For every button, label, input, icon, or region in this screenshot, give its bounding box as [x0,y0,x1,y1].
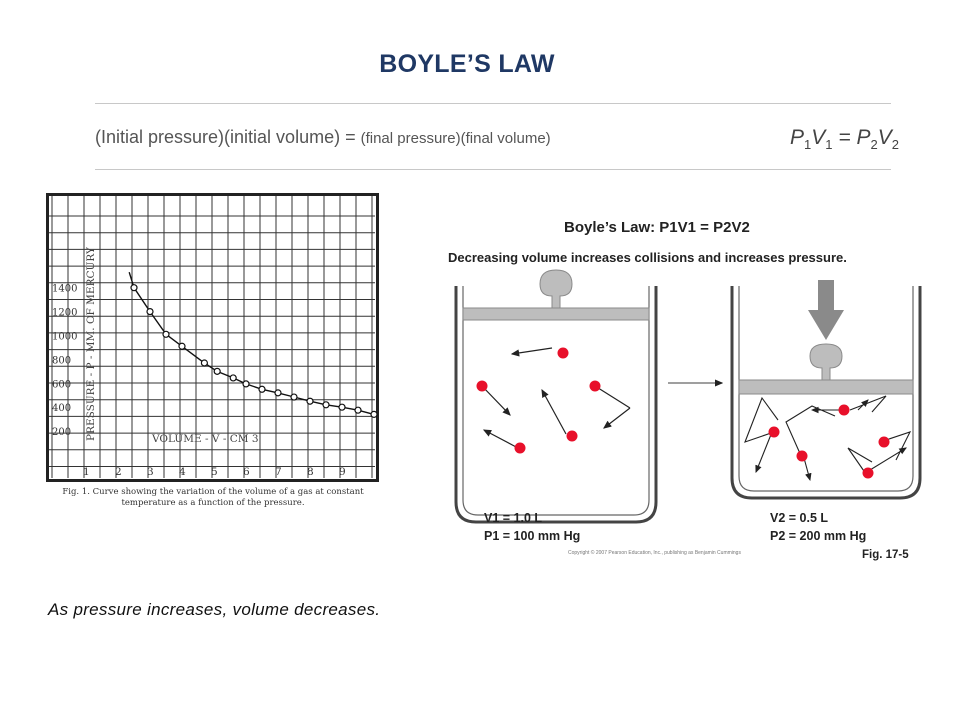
symbol-v1: V [811,126,826,149]
chart-x-tick-label: 2 [115,466,122,478]
diagram-title: Boyle’s Law: P1V1 = P2V2 [564,219,750,236]
diagram-copyright: Copyright © 2007 Pearson Education, Inc., publishing as Benjamin Cummings [568,550,741,556]
boyle-container-diagram [440,200,940,570]
left-molecule [515,443,526,454]
chart-point [339,404,345,410]
chart-y-tick-label: 1200 [52,307,78,319]
left-molecule [477,381,488,392]
chart-point [355,407,361,413]
right-pressure-label: P2 = 200 mm Hg [770,529,867,543]
left-molecule [567,431,578,442]
diagram-fig-label: Fig. 17-5 [862,549,909,561]
right-container [732,280,920,498]
chart-point [243,381,249,387]
chart-point [307,398,313,404]
slide-title: BOYLE’S LAW [379,50,555,78]
chart-y-tick-label: 1000 [52,331,78,343]
left-piston [463,308,649,320]
equation-words-right: (final pressure)(final volume) [360,130,551,147]
right-piston [739,380,913,394]
left-volume-label: V1 = 1.0 L [484,511,543,525]
left-vessel [456,286,656,522]
chart-point [291,394,297,400]
sub-2b: 2 [891,137,899,153]
symbol-p1: P [790,126,805,149]
right-molecule [839,405,850,416]
chart-point [147,309,153,315]
sub-1a: 1 [804,137,812,153]
equation-bottom-rule [95,169,891,170]
chart-point [201,360,207,366]
chart-point [230,375,236,381]
chart-x-tick-label: 9 [339,466,346,478]
equation-symbols [790,126,899,152]
chart-point [179,343,185,349]
footer-statement: As pressure increases, volume decreases. [48,600,381,619]
left-molecule-arrows [482,348,630,448]
symbol-p2: P [856,126,871,149]
push-down-arrow [808,280,844,340]
right-molecule [769,427,780,438]
chart-x-tick-label: 8 [307,466,314,478]
chart-ylabel: PRESSURE - P - MM. OF MERCURY [85,247,97,441]
diagram-subtitle: Decreasing volume increases collisions and increases pressure. [448,250,847,265]
right-volume-label: V2 = 0.5 L [770,511,829,525]
sub-2a: 2 [870,137,878,153]
left-piston-knob [540,270,572,308]
chart-y-tick-label: 600 [52,379,72,391]
chart-xlabel: VOLUME - V - CM 3 [152,433,259,445]
left-molecule [558,348,569,359]
right-molecule [863,468,874,479]
equation-words-left: (Initial pressure)(initial volume) = [95,127,361,147]
chart-point [275,390,281,396]
right-molecule [879,437,890,448]
left-pressure-label: P1 = 100 mm Hg [484,529,581,543]
left-container [456,270,656,522]
pressure-volume-chart [46,193,382,485]
left-molecule [590,381,601,392]
symbol-v2: V [877,126,892,149]
chart-y-tick-label: 400 [52,403,72,415]
chart-point [163,331,169,337]
right-molecule [797,451,808,462]
right-piston-knob [810,344,842,380]
chart-x-tick-label: 3 [147,466,154,478]
chart-point [323,402,329,408]
chart-y-tick-label: 1400 [52,283,78,295]
chart-x-tick-label: 6 [243,466,250,478]
chart-point [371,411,377,417]
chart-caption: Fig. 1. Curve showing the variation of the volume of a gas at constant temperature as a function of the pressure. [62,487,364,509]
chart-x-tick-label: 1 [83,466,90,478]
equation-top-rule [95,103,891,104]
chart-x-tick-label: 5 [211,466,218,478]
chart-y-tick-label: 200 [52,427,72,439]
chart-point [214,368,220,374]
chart-x-tick-label: 4 [179,466,186,478]
sub-1b: 1 [825,137,833,153]
chart-point [259,386,265,392]
chart-point [131,285,137,291]
equation-words [95,127,551,148]
chart-y-tick-label: 800 [52,355,72,367]
chart-x-tick-label: 7 [275,466,282,478]
symbol-equals: = [838,126,851,149]
